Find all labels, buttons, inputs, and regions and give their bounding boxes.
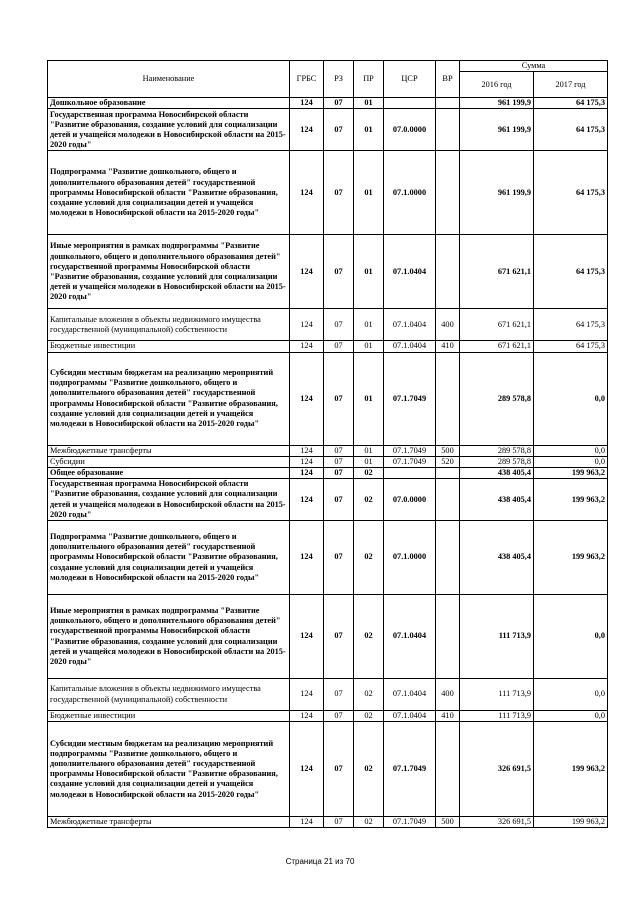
cell-2017: 64 175,3 <box>534 309 608 341</box>
cell-grbs: 124 <box>290 521 324 595</box>
cell-name: Подпрограмма "Развитие дошкольного, общего и дополнительного образования детей" государственной программы Новосибирской области "Развитие образования, создание условий для социализации детей и учащейся молодежи в Новосибирской области на 2015-2020 годы" <box>48 151 290 235</box>
cell-csr: 07.1.0000 <box>384 521 436 595</box>
cell-pr: 02 <box>354 595 384 679</box>
table-row <box>48 309 608 341</box>
cell-grbs: 124 <box>290 468 324 479</box>
cell-grbs: 124 <box>290 341 324 352</box>
cell-name: Дошкольное образование <box>48 98 290 109</box>
table-row <box>48 98 608 109</box>
cell-rz: 07 <box>324 817 354 828</box>
cell-pr: 02 <box>354 479 384 521</box>
cell-2016: 326 691,5 <box>460 722 534 817</box>
table-row <box>48 445 608 456</box>
cell-csr: 07.1.0404 <box>384 341 436 352</box>
cell-name: Общее образование <box>48 468 290 479</box>
cell-name: Государственная программа Новосибирской области "Развитие образования, создание условий для социализации детей и учащейся молодежи в Новосибирской области на 2015-2020 годы" <box>48 479 290 521</box>
cell-2017: 64 175,3 <box>534 109 608 151</box>
cell-vr: 410 <box>436 711 460 722</box>
cell-vr <box>436 479 460 521</box>
cell-csr: 07.1.0404 <box>384 595 436 679</box>
cell-2016: 111 713,9 <box>460 595 534 679</box>
cell-grbs: 124 <box>290 722 324 817</box>
cell-2017: 0,0 <box>534 711 608 722</box>
table-row <box>48 521 608 595</box>
cell-vr: 500 <box>436 445 460 456</box>
table-row <box>48 711 608 722</box>
cell-pr: 01 <box>354 151 384 235</box>
cell-rz: 07 <box>324 445 354 456</box>
cell-rz: 07 <box>324 479 354 521</box>
cell-rz: 07 <box>324 151 354 235</box>
cell-grbs: 124 <box>290 711 324 722</box>
cell-2016: 438 405,4 <box>460 479 534 521</box>
cell-rz: 07 <box>324 235 354 309</box>
budget-table <box>47 60 608 828</box>
cell-vr: 400 <box>436 309 460 341</box>
cell-vr <box>436 595 460 679</box>
cell-2017: 199 963,2 <box>534 521 608 595</box>
cell-rz: 07 <box>324 456 354 467</box>
cell-vr <box>436 98 460 109</box>
col-header-rz: РЗ <box>324 61 354 98</box>
cell-2017: 64 175,3 <box>534 341 608 352</box>
cell-name: Субсидии <box>48 456 290 467</box>
cell-rz: 07 <box>324 309 354 341</box>
cell-rz: 07 <box>324 341 354 352</box>
cell-pr: 01 <box>354 352 384 445</box>
cell-name: Бюджетные инвестиции <box>48 341 290 352</box>
cell-pr: 01 <box>354 456 384 467</box>
cell-name: Капитальные вложения в объекты недвижимого имущества государственной (муниципальной) собственности <box>48 309 290 341</box>
cell-rz: 07 <box>324 352 354 445</box>
table-row <box>48 109 608 151</box>
cell-2016: 438 405,4 <box>460 468 534 479</box>
cell-grbs: 124 <box>290 456 324 467</box>
cell-2016: 671 621,1 <box>460 309 534 341</box>
cell-rz: 07 <box>324 98 354 109</box>
cell-2017: 64 175,3 <box>534 98 608 109</box>
table-row <box>48 468 608 479</box>
col-header-csr: ЦСР <box>384 61 436 98</box>
table-row <box>48 817 608 828</box>
cell-grbs: 124 <box>290 98 324 109</box>
cell-2017: 0,0 <box>534 352 608 445</box>
cell-2016: 289 578,8 <box>460 352 534 445</box>
cell-grbs: 124 <box>290 352 324 445</box>
table-row <box>48 352 608 445</box>
cell-csr: 07.1.7049 <box>384 722 436 817</box>
cell-name: Бюджетные инвестиции <box>48 711 290 722</box>
cell-rz: 07 <box>324 722 354 817</box>
table-row <box>48 595 608 679</box>
col-header-2017: 2017 год <box>534 72 608 98</box>
cell-2017: 199 963,2 <box>534 468 608 479</box>
cell-vr: 520 <box>436 456 460 467</box>
cell-2016: 289 578,8 <box>460 456 534 467</box>
cell-pr: 02 <box>354 722 384 817</box>
table-row <box>48 235 608 309</box>
cell-name: Субсидии местным бюджетам на реализацию мероприятий подпрограммы "Развитие дошкольного, общего и дополнительного образования детей" государственной программы Новосибирской области "Развитие образования, создание условий для социализации детей и учащейся молодежи в Новосибирской области на 2015-2020 годы" <box>48 722 290 817</box>
cell-2016: 111 713,9 <box>460 679 534 711</box>
cell-name: Межбюджетные трансферты <box>48 817 290 828</box>
cell-rz: 07 <box>324 521 354 595</box>
col-header-vr: ВР <box>436 61 460 98</box>
cell-pr: 02 <box>354 468 384 479</box>
cell-csr: 07.1.0000 <box>384 151 436 235</box>
cell-name: Субсидии местным бюджетам на реализацию мероприятий подпрограммы "Развитие дошкольного, общего и дополнительного образования детей" государственной программы Новосибирской области "Развитие образования, создание условий для социализации детей и учащейся молодежи в Новосибирской области на 2015-2020 годы" <box>48 352 290 445</box>
cell-pr: 02 <box>354 679 384 711</box>
cell-csr: 07.1.7049 <box>384 445 436 456</box>
cell-2017: 0,0 <box>534 595 608 679</box>
col-header-sum: Сумма <box>460 61 608 72</box>
cell-name: Капитальные вложения в объекты недвижимого имущества государственной (муниципальной) собственности <box>48 679 290 711</box>
cell-grbs: 124 <box>290 151 324 235</box>
table-body <box>48 98 608 828</box>
cell-grbs: 124 <box>290 479 324 521</box>
cell-grbs: 124 <box>290 679 324 711</box>
cell-2016: 289 578,8 <box>460 445 534 456</box>
cell-grbs: 124 <box>290 817 324 828</box>
cell-grbs: 124 <box>290 309 324 341</box>
cell-2016: 961 199,9 <box>460 151 534 235</box>
cell-name: Иные мероприятия в рамках подпрограммы "Развитие дошкольного, общего и дополнительного образования детей" государственной программы Новосибирской области "Развитие образования, создание условий для социализации детей и учащейся молодежи в Новосибирской области на 2015-2020 годы" <box>48 595 290 679</box>
cell-pr: 02 <box>354 817 384 828</box>
cell-rz: 07 <box>324 468 354 479</box>
cell-name: Иные мероприятия в рамках подпрограммы "Развитие дошкольного, общего и дополнительного образования детей" государственной программы Новосибирской области "Развитие образования, создание условий для социализации детей и учащейся молодежи в Новосибирской области на 2015-2020 годы" <box>48 235 290 309</box>
table-row <box>48 679 608 711</box>
table-row <box>48 722 608 817</box>
cell-pr: 01 <box>354 309 384 341</box>
cell-csr: 07.0.0000 <box>384 479 436 521</box>
cell-rz: 07 <box>324 109 354 151</box>
cell-pr: 01 <box>354 445 384 456</box>
cell-2016: 438 405,4 <box>460 521 534 595</box>
cell-2016: 961 199,9 <box>460 109 534 151</box>
cell-name: Государственная программа Новосибирской области "Развитие образования, создание условий для социализации детей и учащейся молодежи в Новосибирской области на 2015-2020 годы" <box>48 109 290 151</box>
cell-csr <box>384 98 436 109</box>
cell-pr: 01 <box>354 235 384 309</box>
cell-pr: 02 <box>354 521 384 595</box>
table-row <box>48 151 608 235</box>
cell-2017: 0,0 <box>534 456 608 467</box>
cell-grbs: 124 <box>290 109 324 151</box>
table-row <box>48 456 608 467</box>
cell-rz: 07 <box>324 679 354 711</box>
cell-2016: 671 621,1 <box>460 341 534 352</box>
cell-csr: 07.1.7049 <box>384 817 436 828</box>
cell-pr: 01 <box>354 98 384 109</box>
table-row <box>48 341 608 352</box>
cell-csr: 07.1.0404 <box>384 711 436 722</box>
cell-vr <box>436 352 460 445</box>
page-number: Страница 21 из 70 <box>285 857 355 866</box>
cell-2016: 671 621,1 <box>460 235 534 309</box>
cell-2017: 199 963,2 <box>534 722 608 817</box>
cell-grbs: 124 <box>290 445 324 456</box>
col-header-pr: ПР <box>354 61 384 98</box>
cell-csr: 07.1.0404 <box>384 235 436 309</box>
col-header-name: Наименование <box>48 61 290 98</box>
cell-name: Подпрограмма "Развитие дошкольного, общего и дополнительного образования детей" государственной программы Новосибирской области "Развитие образования, создание условий для социализации детей и учащейся молодежи в Новосибирской области на 2015-2020 годы" <box>48 521 290 595</box>
cell-2017: 64 175,3 <box>534 151 608 235</box>
cell-csr: 07.1.0404 <box>384 679 436 711</box>
cell-2017: 64 175,3 <box>534 235 608 309</box>
cell-2016: 111 713,9 <box>460 711 534 722</box>
col-header-2016: 2016 год <box>460 72 534 98</box>
cell-vr: 500 <box>436 817 460 828</box>
cell-grbs: 124 <box>290 235 324 309</box>
cell-vr: 400 <box>436 679 460 711</box>
cell-2017: 0,0 <box>534 679 608 711</box>
cell-csr <box>384 468 436 479</box>
budget-document-page <box>47 60 607 828</box>
cell-vr <box>436 468 460 479</box>
col-header-grbs: ГРБС <box>290 61 324 98</box>
cell-2017: 199 963,2 <box>534 479 608 521</box>
cell-vr <box>436 109 460 151</box>
cell-vr <box>436 235 460 309</box>
cell-2016: 326 691,5 <box>460 817 534 828</box>
cell-csr: 07.1.7049 <box>384 456 436 467</box>
cell-vr <box>436 722 460 817</box>
cell-pr: 01 <box>354 341 384 352</box>
cell-vr: 410 <box>436 341 460 352</box>
cell-rz: 07 <box>324 595 354 679</box>
cell-vr <box>436 521 460 595</box>
cell-2017: 199 963,2 <box>534 817 608 828</box>
cell-csr: 07.1.0404 <box>384 309 436 341</box>
cell-grbs: 124 <box>290 595 324 679</box>
cell-csr: 07.1.7049 <box>384 352 436 445</box>
cell-name: Межбюджетные трансферты <box>48 445 290 456</box>
cell-vr <box>436 151 460 235</box>
cell-2017: 0,0 <box>534 445 608 456</box>
cell-rz: 07 <box>324 711 354 722</box>
cell-pr: 01 <box>354 109 384 151</box>
table-row <box>48 479 608 521</box>
cell-csr: 07.0.0000 <box>384 109 436 151</box>
cell-pr: 02 <box>354 711 384 722</box>
cell-2016: 961 199,9 <box>460 98 534 109</box>
